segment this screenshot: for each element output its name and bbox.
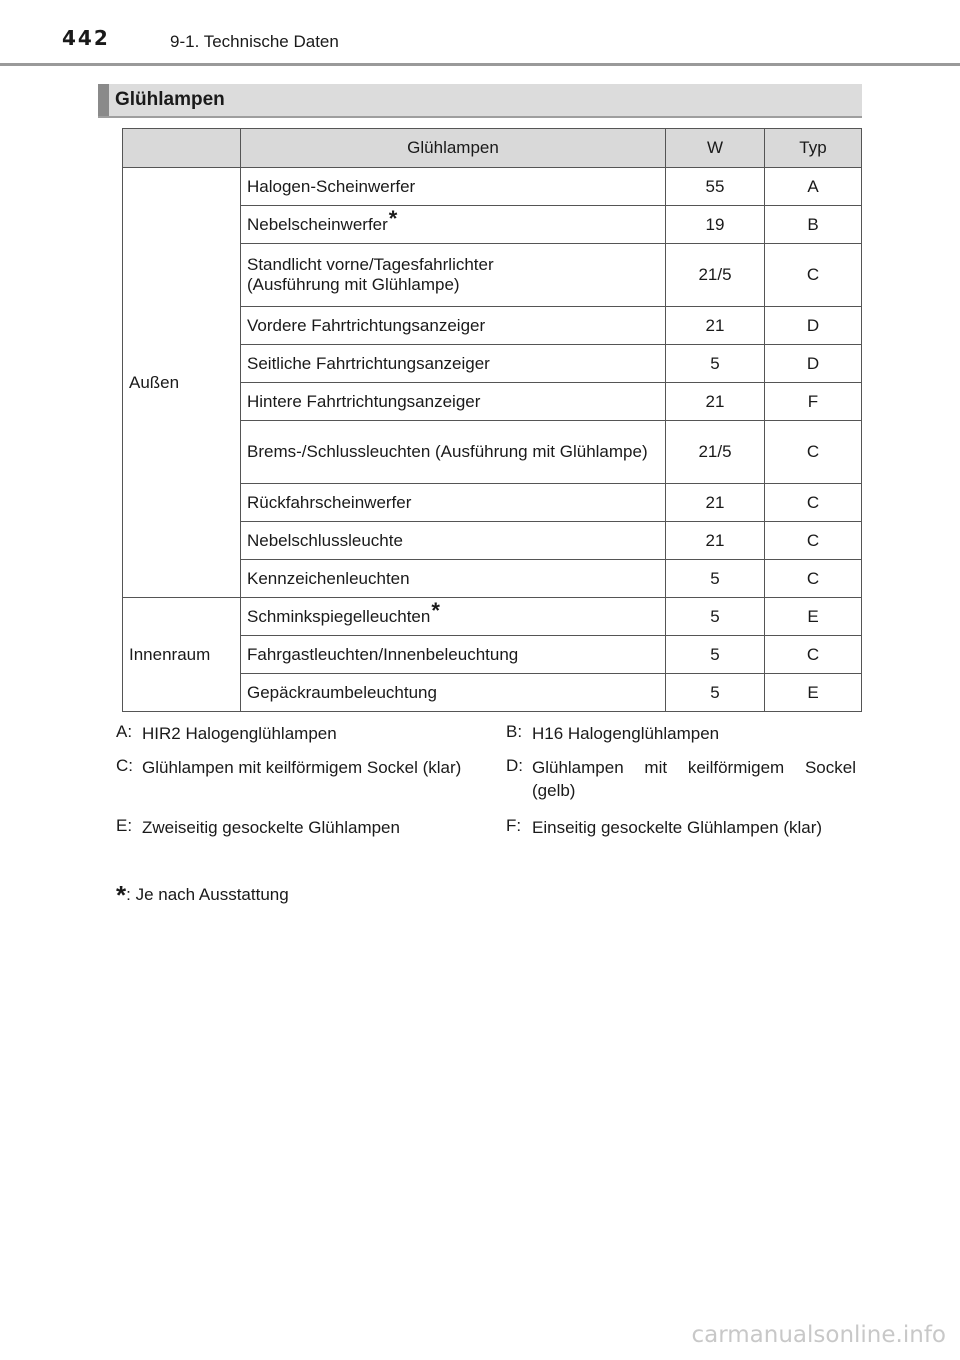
legend-key: E: <box>116 816 133 835</box>
bulb-type: C <box>765 244 862 307</box>
legend-key: C: <box>116 756 133 775</box>
bulb-wattage: 5 <box>666 345 765 383</box>
bulb-wattage: 55 <box>666 168 765 206</box>
legend-item-c <box>116 756 478 779</box>
legend-item-b <box>506 722 856 745</box>
bulb-wattage: 21/5 <box>666 244 765 307</box>
bulb-type: E <box>765 598 862 636</box>
legend-text: HIR2 Halogenglühlampen <box>142 724 337 743</box>
page-number: 442 <box>62 26 110 50</box>
legend-key: A: <box>116 722 133 741</box>
legend-item-e <box>116 816 478 839</box>
legend-item-d <box>506 756 856 802</box>
bulb-type: D <box>765 307 862 345</box>
bulb-name-cell: Nebelscheinwerfer* <box>241 206 666 244</box>
chapter-title: 9-1. Technische Daten <box>170 32 339 51</box>
bulb-name: Vordere Fahrtrichtungsanzeiger <box>241 307 666 345</box>
bulb-type: B <box>765 206 862 244</box>
bulb-wattage: 21 <box>666 522 765 560</box>
bulb-type: C <box>765 522 862 560</box>
bulb-name: Hintere Fahrtrichtungsanzeiger <box>241 383 666 421</box>
legend-item-f <box>506 816 856 839</box>
header-wattage: W <box>666 129 765 168</box>
bulb-type: C <box>765 484 862 522</box>
bulb-name: Gepäckraumbeleuchtung <box>241 674 666 712</box>
watermark: carmanualsonline.info <box>691 1322 946 1348</box>
legend-text: H16 Halogenglühlampen <box>532 724 720 743</box>
bulb-name: Nebelscheinwerfer <box>247 214 388 234</box>
bulb-name: Kennzeichenleuchten <box>241 560 666 598</box>
header-rule <box>0 63 960 66</box>
bulb-name: Seitliche Fahrtrichtungsanzeiger <box>241 345 666 383</box>
table-row <box>123 598 862 636</box>
header-group <box>123 129 241 168</box>
header-name: Glühlampen <box>241 129 666 168</box>
bulb-name: Rückfahrscheinwerfer <box>241 484 666 522</box>
section-header <box>98 84 862 118</box>
bulb-wattage: 5 <box>666 636 765 674</box>
group-label-interior: Innenraum <box>123 598 241 712</box>
bulb-name-cell: Schminkspiegelleuchten* <box>241 598 666 636</box>
bulb-name-line-2: (Ausführung mit Glühlampe) <box>247 275 460 294</box>
bulb-type: C <box>765 421 862 484</box>
legend-text: Glühlampen mit keilförmigem Sockel (klar) <box>142 758 462 777</box>
legend-text: Einseitig gesockelte Glühlampen (klar) <box>532 818 823 837</box>
footnote-text: : Je nach Ausstattung <box>126 885 289 904</box>
bulb-name: Halogen-Scheinwerfer <box>241 168 666 206</box>
bulb-type: D <box>765 345 862 383</box>
bulb-name: Nebelschlussleuchte <box>241 522 666 560</box>
bulb-type: C <box>765 560 862 598</box>
bulb-wattage: 5 <box>666 598 765 636</box>
bulb-wattage: 21 <box>666 307 765 345</box>
bulb-wattage: 21 <box>666 383 765 421</box>
bulb-wattage: 5 <box>666 674 765 712</box>
legend-key: F: <box>506 816 522 835</box>
bulb-type: F <box>765 383 862 421</box>
bulb-type: C <box>765 636 862 674</box>
bulb-name-line-1: Standlicht vorne/Tagesfahrlichter <box>247 255 494 274</box>
header-type: Typ <box>765 129 862 168</box>
bulb-type: A <box>765 168 862 206</box>
bulb-type: E <box>765 674 862 712</box>
legend-text: Glühlampen mit keilförmigem Sockel (gelb) <box>532 758 856 800</box>
footnote <box>116 876 289 910</box>
group-label-exterior: Außen <box>123 168 241 598</box>
bulb-wattage: 19 <box>666 206 765 244</box>
bulb-table <box>122 128 862 712</box>
footnote-symbol: * <box>116 880 127 910</box>
bulb-wattage: 5 <box>666 560 765 598</box>
section-accent-bar <box>98 84 109 116</box>
legend-item-a <box>116 722 456 745</box>
legend-text: Zweiseitig gesockelte Glühlampen <box>142 818 400 837</box>
bulb-wattage: 21/5 <box>666 421 765 484</box>
table-row <box>123 168 862 206</box>
table-header-row <box>123 129 862 168</box>
legend-key: D: <box>506 756 523 775</box>
bulb-name: Brems-/Schlussleuchten (Ausführung mit Glühlampe) <box>241 421 666 484</box>
section-title: Glühlampen <box>115 89 225 110</box>
bulb-name: Fahrgastleuchten/Innenbeleuchtung <box>241 636 666 674</box>
bulb-wattage: 21 <box>666 484 765 522</box>
bulb-name: Schminkspiegelleuchten <box>247 606 431 626</box>
legend-key: B: <box>506 722 523 741</box>
bulb-name-cell <box>241 244 666 307</box>
